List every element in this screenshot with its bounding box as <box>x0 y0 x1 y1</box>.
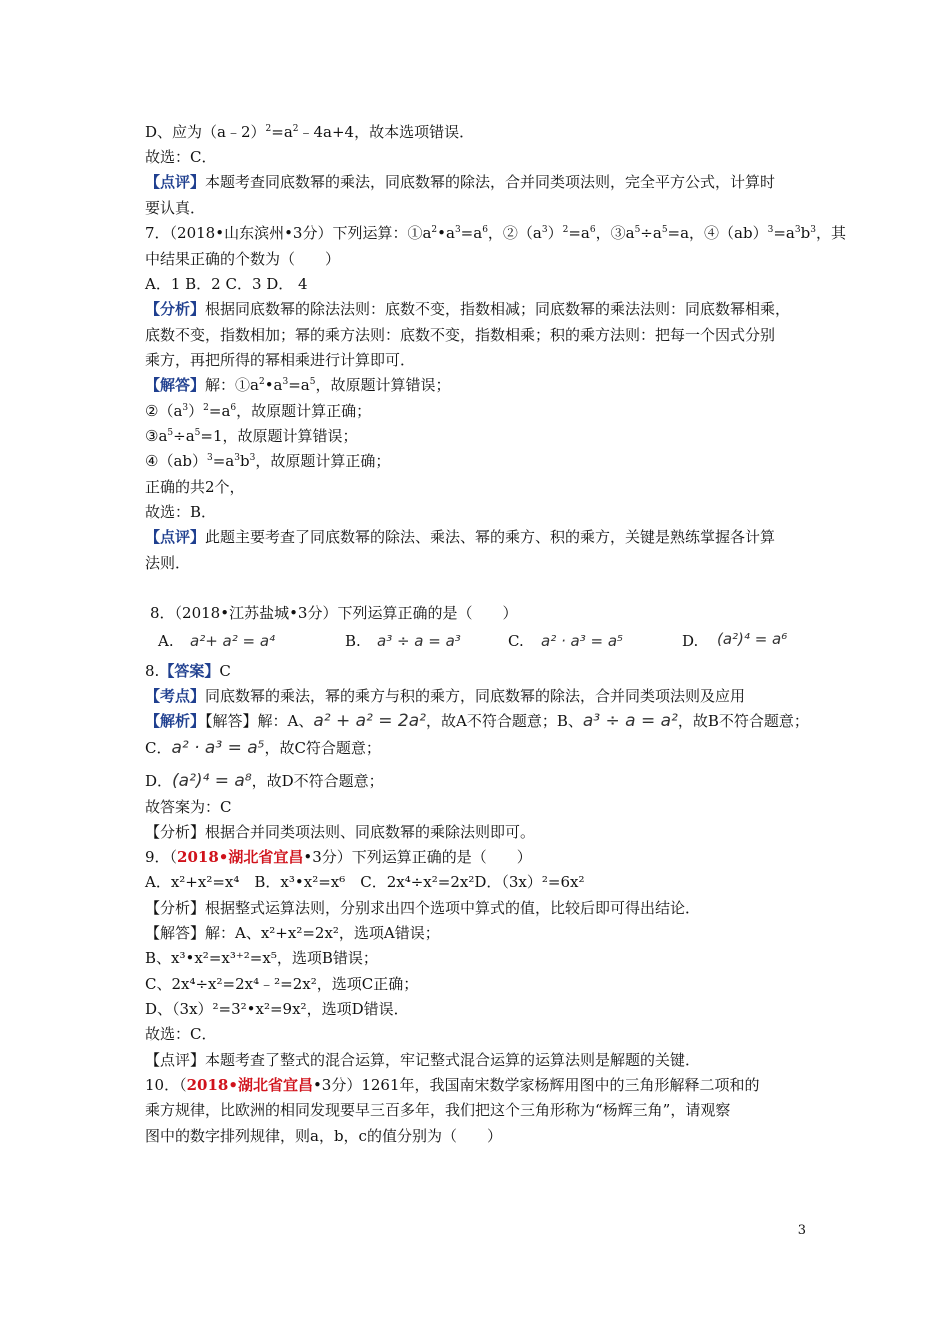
option-d-formula: (a²)⁴ = a⁶ <box>717 630 788 648</box>
text-line: C．a² · a³ = a⁵，故C符合题意； <box>145 738 381 758</box>
text-line: 故选：B． <box>145 503 217 521</box>
option-b-formula: a³ ÷ a = a³ <box>377 632 461 650</box>
question-10: 10．（2018•湖北省宜昌•3分）1261年，我国南宋数学家杨辉用图中的三角形解释二项和的 <box>145 1076 760 1094</box>
text-line: 法则． <box>145 554 191 572</box>
text-line: 【点评】本题考查同底数幂的乘法，同底数幂的除法，合并同类项法则，完全平方公式，计算时 <box>145 173 776 191</box>
text-line: 乘方规律，比欧洲的相同发现要早三百多年，我们把这个三角形称为“杨辉三角”，请观察 <box>145 1101 731 1119</box>
text-line: 【分析】根据整式运算法则，分别求出四个选项中算式的值，比较后即可得出结论． <box>145 899 701 917</box>
text-line: 【解答】解：A、x²+x²=2x²，选项A错误； <box>145 924 440 942</box>
text-line: 【分析】根据合并同类项法则、同底数幂的乘除法则即可。 <box>145 823 536 841</box>
text-line: $③a^5\div a^5=1$，故原题计算错误； <box>145 427 358 445</box>
text-line: 要认真． <box>145 199 206 217</box>
text-line: 【解答】解：$①a^2•a^3=a^5$，故原题计算错误； <box>145 376 451 394</box>
option-a: A. <box>158 632 174 650</box>
text-line: D、应为$(a﹣2)^2=a^2﹣4a+4$，故本选项错误． <box>145 123 475 141</box>
text-line: 乘方，再把所得的幂相乘进行计算即可． <box>145 351 416 369</box>
text-line: A．1 B．2 C．3 D． 4 <box>145 275 308 293</box>
text-line: 【解析】【解答】解：A、a² + a² = 2a²，故A不符合题意；B、a³ ÷ a = a²，故B不符合题意； <box>145 711 809 731</box>
option-a-formula: a²+ a² = a⁴ <box>190 632 276 650</box>
text-line: 中结果正确的个数为（ ） <box>145 250 341 268</box>
question-8: 8．（2018•江苏盐城•3分）下列运算正确的是（ ） <box>150 604 518 622</box>
text-line: B、x³•x²=x³⁺²=x⁵，选项B错误； <box>145 949 378 967</box>
text-line: $②(a^3)^2=a^6$，故原题计算正确； <box>145 402 372 420</box>
text-line: D、（3x）²=3²•x²=9x²，选项D错误． <box>145 1000 409 1018</box>
text-line: D．(a²)⁴ = a⁸，故D不符合题意； <box>145 771 384 791</box>
text-line: 故选：C． <box>145 1025 217 1043</box>
text-line: A．x²+x²=x⁴ B．x³•x²=x⁶ C．2x⁴÷x²=2x²D．（3x）²=6x² <box>145 873 585 891</box>
text-line: 正确的共2个， <box>145 478 245 496</box>
text-line: 【点评】此题主要考查了同底数幂的除法、乘法、幂的乘方、积的乘方，关键是熟练掌握各计算 <box>145 528 776 546</box>
text-line: $④(ab)^3=a^3b^3$，故原题计算正确； <box>145 452 391 470</box>
text-line: 【点评】本题考查了整式的混合运算，牢记整式混合运算的运算法则是解题的关键． <box>145 1051 701 1069</box>
option-d: D. <box>682 632 699 650</box>
text-line: 8.【答案】C <box>145 662 231 680</box>
text-line: 故选：C． <box>145 148 217 166</box>
text-line: 【分析】根据同底数幂的除法法则：底数不变，指数相减；同底数幂的乘法法则：同底数幂相乘， <box>145 300 791 318</box>
option-c-formula: a² · a³ = a⁵ <box>541 632 624 650</box>
text-line: C、2x⁴÷x²=2x⁴﹣²=2x²，选项C正确； <box>145 975 419 993</box>
text-line: 故答案为：C <box>145 798 232 816</box>
text-line: 底数不变，指数相加；幂的乘方法则：底数不变，指数相乘；积的乘方法则：把每一个因式分别 <box>145 326 776 344</box>
option-b: B. <box>345 632 361 650</box>
question-7: 7．（2018•山东滨州•3分）下列运算：$①a^2•a^3=a^6$，$②(a^3)^2=a^6$，$③a^5\div a^5=a$，$④(ab)^3=a^3b^3$，其 <box>145 224 846 242</box>
text-line: 图中的数字排列规律，则a，b，c的值分别为（ ） <box>145 1127 502 1145</box>
page-number: 3 <box>797 1223 806 1238</box>
option-c: C. <box>508 632 524 650</box>
text-line: 【考点】同底数幂的乘法，幂的乘方与积的乘方，同底数幂的除法，合并同类项法则及应用 <box>145 687 746 705</box>
question-9: 9．（2018•湖北省宜昌•3分）下列运算正确的是（ ） <box>145 848 532 866</box>
